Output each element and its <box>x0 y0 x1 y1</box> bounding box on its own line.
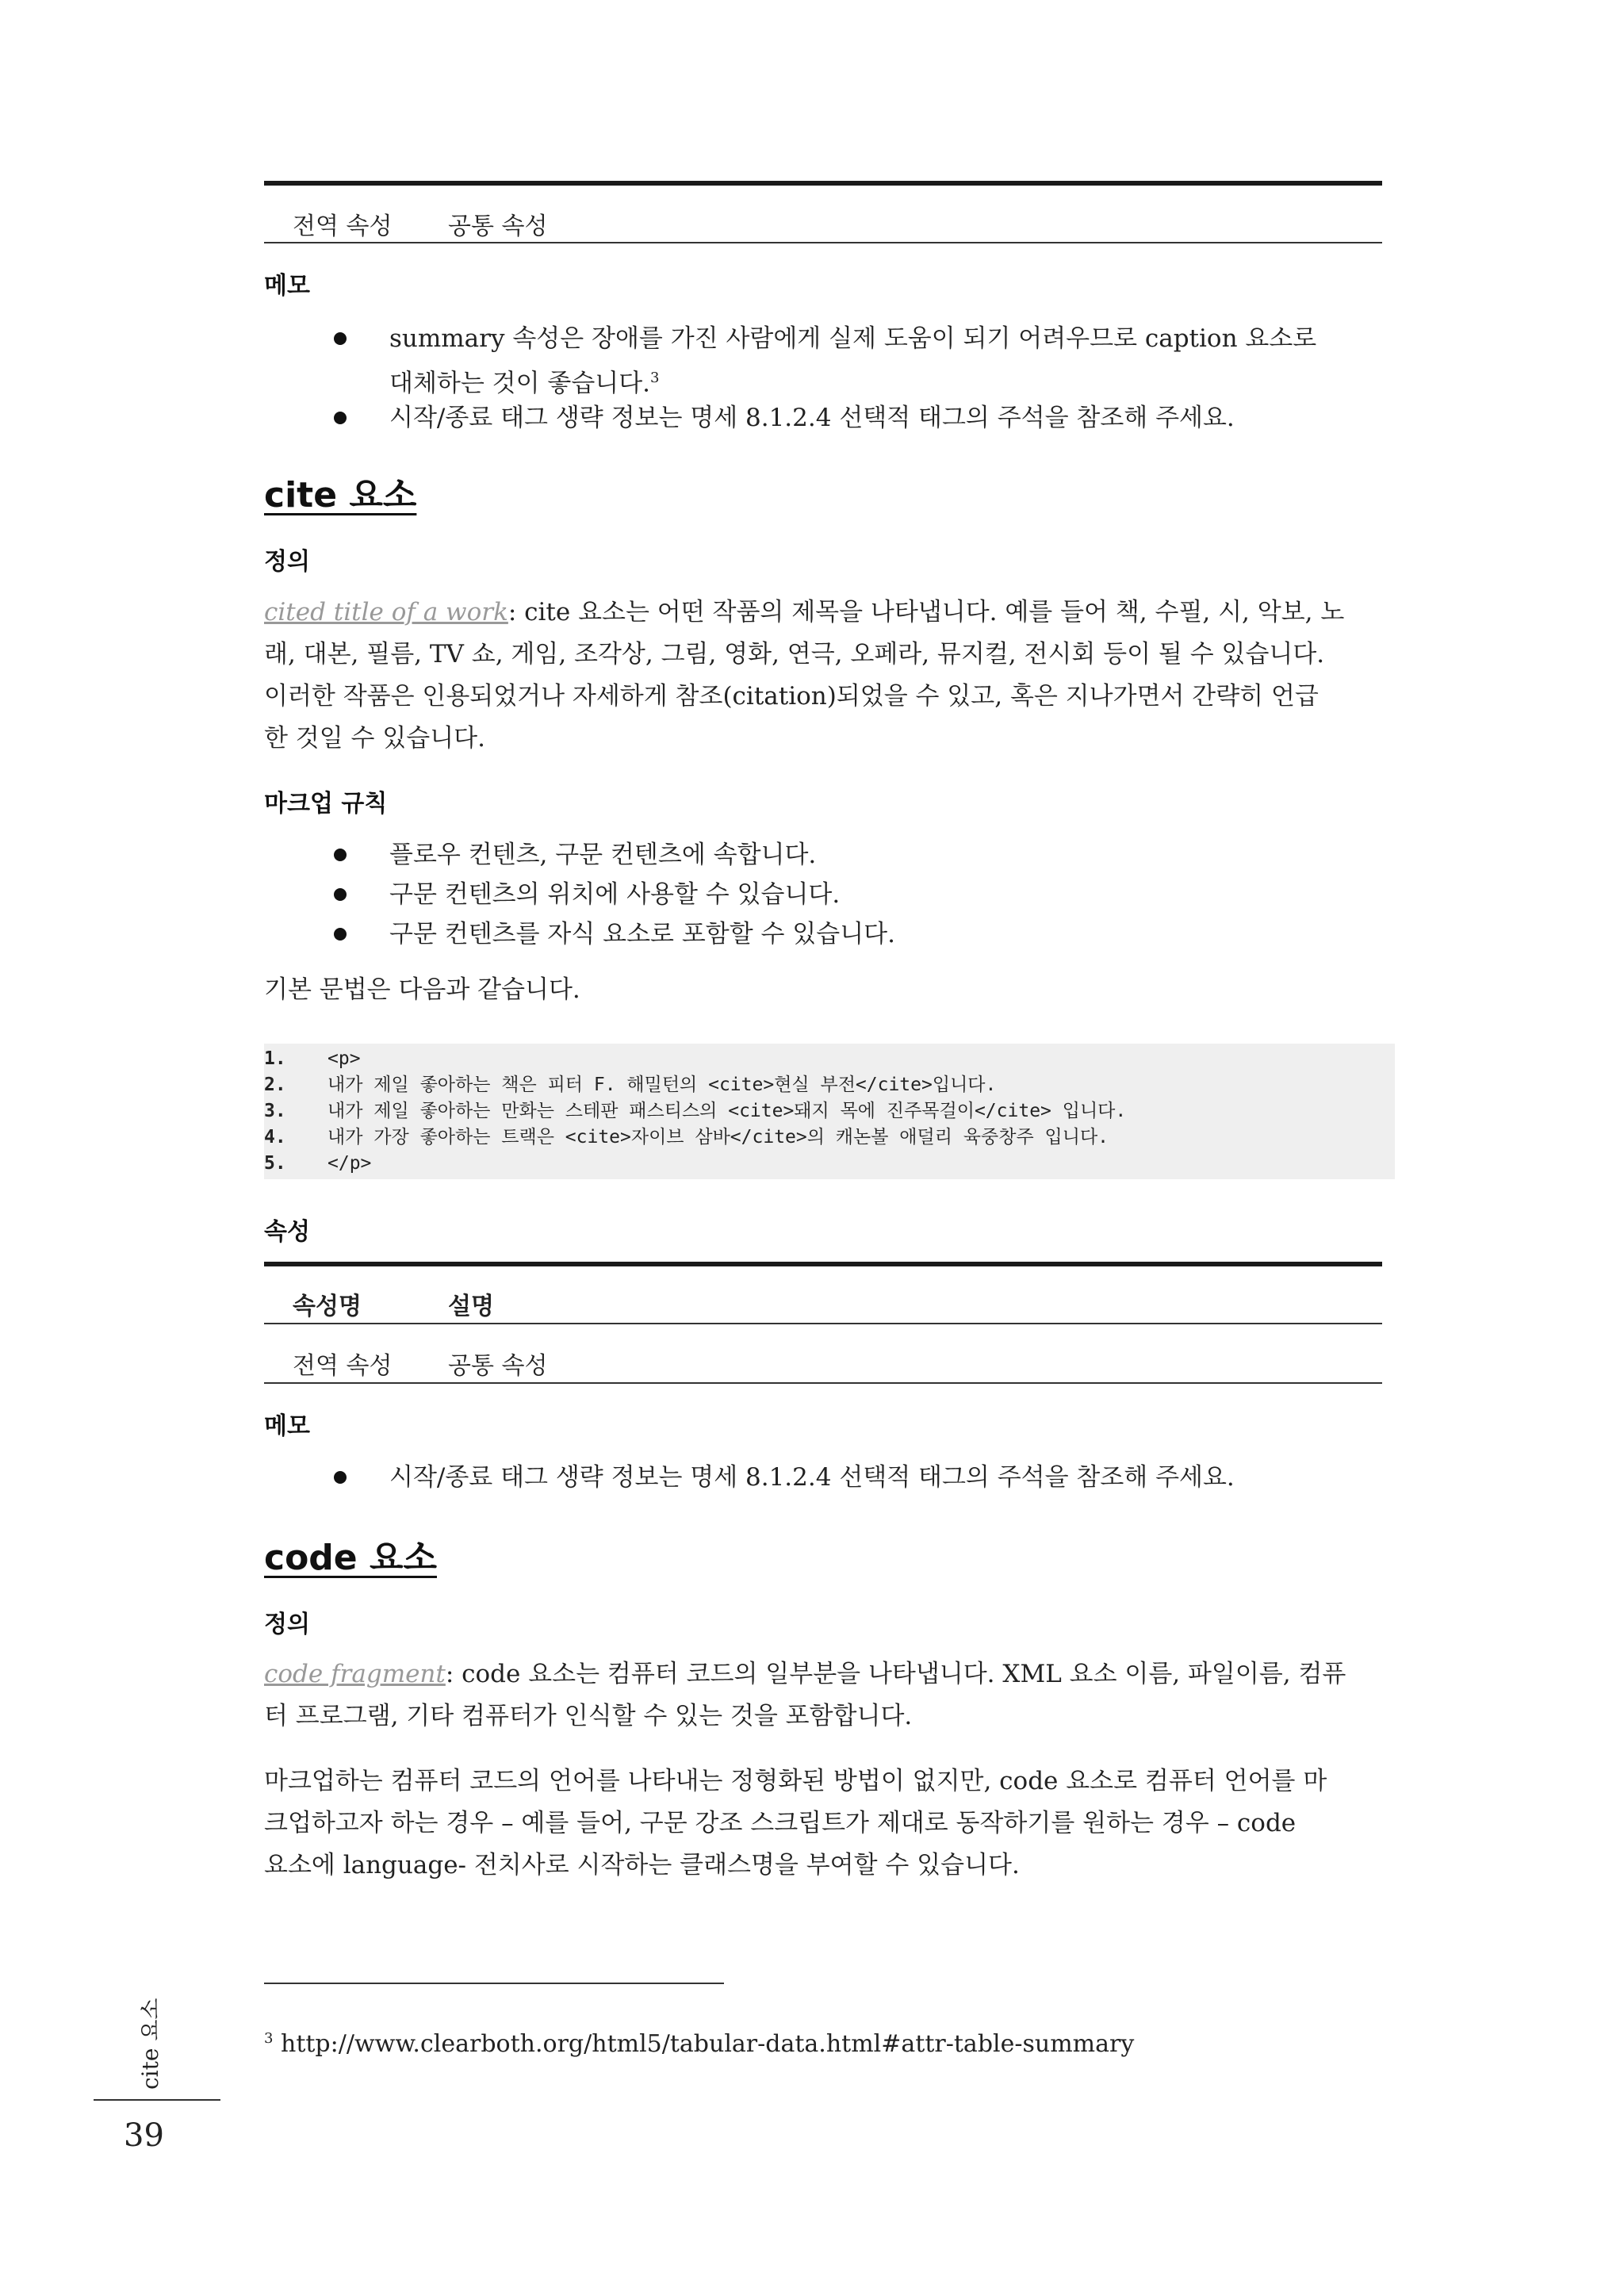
running-title-rule <box>94 2099 220 2101</box>
table-bottom-rule <box>264 1382 1382 1384</box>
section-heading-code: code 요소 <box>264 1538 437 1578</box>
definition-term-link[interactable]: code fragment <box>264 1660 446 1688</box>
attr-desc-cell: 공통 속성 <box>448 1352 548 1380</box>
list-item: 플로우 컨텐츠, 구문 컨텐츠에 속합니다. <box>389 841 817 869</box>
running-title: cite 요소 <box>137 1998 163 2090</box>
code-block <box>264 1044 1395 1179</box>
definition-paragraph: cited title of a work: cite 요소는 어떤 작품의 제목을 나타냅니다. 예를 들어 책, 수필, 시, 악보, 노 래, 대본, 필름, TV 쇼, 게임, 조각상, 그림, 영화, 연극, 오페라, 뮤지컬, 전시회 등이 될 수 있습니다. 이러한 작품은 인용되었거나 자세하게 참조(citation)되었을 수 있고, 혹은 지나가면서 간략히 언급 한 것일 수 있습니다. <box>264 598 1345 753</box>
table-bottom-rule <box>264 242 1382 243</box>
attr-name-cell: 전역 속성 <box>293 213 393 240</box>
list-item: 구문 컨텐츠의 위치에 사용할 수 있습니다. <box>389 880 841 909</box>
definition-paragraph: code fragment: code 요소는 컴퓨터 코드의 일부분을 나타냅니다. XML 요소 이름, 파일이름, 컴퓨 터 프로그램, 기타 컴퓨터가 인식할 수 있는 것을 포함합니다. <box>264 1660 1346 1730</box>
table-top-rule <box>264 1262 1382 1266</box>
bullet-icon <box>334 849 347 861</box>
bullet-icon <box>334 1471 347 1484</box>
bullet-icon <box>334 332 347 345</box>
footnote: $^3$ http://www.clearboth.org/html5/tabular-data.html#attr-table-summary <box>264 2030 1135 2058</box>
code-line: 5. </p> <box>264 1153 372 1174</box>
table-header-desc: 설명 <box>448 1293 494 1320</box>
footnote-ref[interactable]: 3 <box>650 370 660 386</box>
code-line: 1. <p> <box>264 1048 361 1069</box>
table-header-rule <box>264 1323 1382 1324</box>
bullet-icon <box>334 412 347 424</box>
footnote-rule <box>264 1983 724 1984</box>
bullet-icon <box>334 928 347 941</box>
memo-label: 메모 <box>264 1412 310 1440</box>
table-header-name: 속성명 <box>293 1293 362 1320</box>
list-item: 구문 컨텐츠를 자식 요소로 포함할 수 있습니다. <box>389 920 895 948</box>
code-line: 3. 내가 제일 좋아하는 만화는 스테판 패스티스의 <cite>돼지 목에 진주목걸이</cite> 입니다. <box>264 1101 1127 1121</box>
attributes-label: 속성 <box>264 1218 310 1246</box>
memo-label: 메모 <box>264 272 310 300</box>
code-line: 4. 내가 가장 좋아하는 트랙은 <cite>자이브 삼바</cite>의 캐논볼 애덜리 육중창주 입니다. <box>264 1127 1109 1148</box>
footnote-link[interactable]: http://www.clearboth.org/html5/tabular-data.html#attr-table-summary <box>281 2030 1135 2058</box>
attr-desc-cell: 공통 속성 <box>448 213 548 240</box>
section-heading-cite: cite 요소 <box>264 475 417 515</box>
bullet-icon <box>334 888 347 901</box>
definition-term-link[interactable]: cited title of a work <box>264 598 508 626</box>
table-top-rule <box>264 181 1382 186</box>
memo-item: summary 속성은 장애를 가진 사람에게 실제 도움이 되기 어려우므로 caption 요소로 대체하는 것이 좋습니다.$^3$ <box>389 324 1317 398</box>
definition-label: 정의 <box>264 548 310 576</box>
page-number: 39 <box>124 2117 164 2154</box>
code-line: 2. 내가 제일 좋아하는 책은 피터 F. 해밀턴의 <cite>현실 부전</cite>입니다. <box>264 1075 997 1095</box>
markup-rules-label: 마크업 규칙 <box>264 790 388 818</box>
body-paragraph: 마크업하는 컴퓨터 코드의 언어를 나타내는 정형화된 방법이 없지만, code 요소로 컴퓨터 언어를 마 크업하고자 하는 경우 – 예를 들어, 구문 강조 스크립트가 제대로 동작하기를 원하는 경우 – code 요소에 language- 전치사로 시작하는 클래스명을 부여할 수 있습니다. <box>264 1767 1327 1879</box>
syntax-intro: 기본 문법은 다음과 같습니다. <box>264 975 580 1004</box>
memo-item: 시작/종료 태그 생략 정보는 명세 8.1.2.4 선택적 태그의 주석을 참조해 주세요. <box>389 404 1235 432</box>
memo-item: 시작/종료 태그 생략 정보는 명세 8.1.2.4 선택적 태그의 주석을 참조해 주세요. <box>389 1463 1235 1492</box>
definition-label: 정의 <box>264 1611 310 1638</box>
attr-name-cell: 전역 속성 <box>293 1352 393 1380</box>
